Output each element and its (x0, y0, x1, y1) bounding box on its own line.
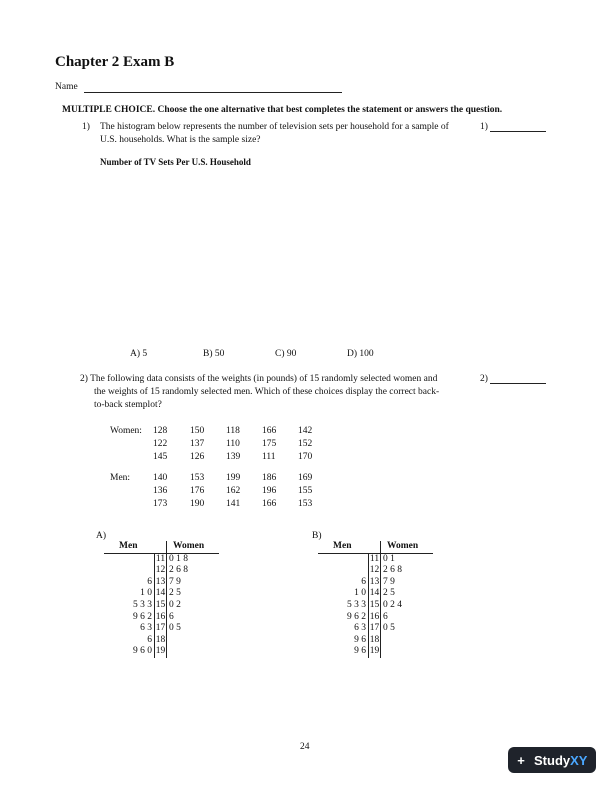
women-leaves: 0 5 (383, 623, 395, 634)
q1-choice-b[interactable]: B) 50 (203, 349, 225, 359)
name-field-line[interactable] (84, 92, 342, 93)
women-leaves (381, 635, 434, 647)
men-leaves: 5 3 3 (133, 599, 152, 610)
stem: 13 (369, 576, 380, 587)
stem: 12 (155, 565, 166, 576)
stem: 19 (155, 646, 166, 657)
studyxy-badge[interactable] (508, 747, 596, 773)
data-value: 126 (190, 452, 205, 462)
data-value: 111 (262, 452, 276, 462)
women-leaves: 0 1 8 (169, 553, 188, 564)
women-leaves: 0 2 4 (383, 599, 402, 610)
data-value: 139 (226, 452, 241, 462)
men-leaves: 1 0 (140, 588, 152, 599)
women-leaves: 7 9 (383, 576, 395, 587)
men-leaves: 1 0 (354, 588, 366, 599)
stem: 16 (369, 611, 380, 622)
stem: 15 (369, 599, 380, 610)
men-leaves (318, 553, 369, 565)
stem: 13 (155, 576, 166, 587)
data-value: 153 (190, 473, 205, 483)
data-value: 122 (153, 439, 168, 449)
women-label: Women: (110, 426, 142, 436)
women-leaves: 0 5 (169, 623, 181, 634)
women-header: Women (167, 541, 220, 553)
men-header: Men (318, 541, 369, 553)
q1-text-line1: The histogram below represents the number of television sets per household for a sample of (100, 122, 449, 132)
badge-text-xy: XY (570, 752, 588, 768)
women-leaves: 0 2 (169, 599, 181, 610)
data-value: 162 (226, 486, 241, 496)
men-leaves: 6 (147, 576, 152, 587)
q1-answer-label: 1) (480, 122, 488, 132)
q2-option-b-stemplot (318, 541, 433, 658)
stem: 18 (369, 634, 380, 645)
section-heading: MULTIPLE CHOICE. Choose the one alternative that best completes the statement or answers the question. (62, 105, 503, 115)
data-value: 141 (226, 499, 241, 509)
q2-text-line3: to-back stemplot? (94, 400, 162, 410)
data-value: 150 (190, 426, 205, 436)
q1-choice-c[interactable]: C) 90 (275, 349, 297, 359)
men-leaves (104, 565, 155, 577)
men-leaves: 5 3 3 (347, 599, 366, 610)
name-label: Name (55, 82, 78, 92)
men-leaves: 9 6 (354, 646, 366, 657)
men-leaves: 9 6 (354, 634, 366, 645)
q2-option-a-label[interactable]: A) (96, 531, 107, 541)
men-leaves (318, 565, 369, 577)
data-value: 190 (190, 499, 205, 509)
data-value: 175 (262, 439, 277, 449)
data-value: 118 (226, 426, 240, 436)
badge-text-study: Study (534, 752, 571, 768)
q1-choice-d[interactable]: D) 100 (347, 349, 374, 359)
men-leaves (104, 553, 155, 565)
data-value: 137 (190, 439, 205, 449)
women-leaves (167, 646, 220, 658)
data-value: 166 (262, 426, 277, 436)
data-value: 128 (153, 426, 168, 436)
data-value: 136 (153, 486, 168, 496)
data-value: 155 (298, 486, 313, 496)
q2-text-line2: the weights of 15 randomly selected men. Which of these choices display the correct back- (94, 387, 440, 397)
women-leaves: 6 (169, 611, 174, 622)
women-leaves: 2 6 8 (383, 565, 402, 576)
data-value: 199 (226, 473, 241, 483)
data-value: 173 (153, 499, 168, 509)
stem: 14 (155, 588, 166, 599)
men-leaves: 6 3 (354, 623, 366, 634)
stem: 15 (155, 599, 166, 610)
data-value: 169 (298, 473, 313, 483)
women-leaves (167, 635, 220, 647)
q1-number: 1) (82, 122, 90, 132)
stem: 11 (155, 553, 166, 564)
q2-option-b-label[interactable]: B) (312, 531, 322, 541)
data-value: 166 (262, 499, 277, 509)
data-value: 186 (262, 473, 277, 483)
men-leaves: 6 (361, 576, 366, 587)
women-leaves (381, 646, 434, 658)
q2-answer-line[interactable] (490, 383, 546, 384)
women-leaves: 6 (383, 611, 388, 622)
q1-text-line2: U.S. households. What is the sample size? (100, 135, 261, 145)
men-leaves: 6 (147, 634, 152, 645)
q2-answer-label: 2) (480, 374, 488, 384)
page-number: 24 (300, 742, 310, 752)
data-value: 152 (298, 439, 313, 449)
data-value: 140 (153, 473, 168, 483)
women-leaves: 2 5 (383, 588, 395, 599)
stem: 17 (155, 623, 166, 634)
data-value: 153 (298, 499, 313, 509)
exam-title: Chapter 2 Exam B (55, 54, 175, 70)
women-leaves: 2 5 (169, 588, 181, 599)
data-value: 145 (153, 452, 168, 462)
women-leaves: 2 6 8 (169, 565, 188, 576)
men-leaves: 9 6 2 (347, 611, 366, 622)
men-leaves: 6 3 (140, 623, 152, 634)
data-value: 142 (298, 426, 313, 436)
plus-icon: + (517, 752, 525, 768)
stem: 16 (155, 611, 166, 622)
women-leaves: 0 1 (383, 553, 395, 564)
data-value: 176 (190, 486, 205, 496)
stem: 19 (369, 646, 380, 657)
men-leaves: 9 6 0 (133, 646, 152, 657)
q1-choice-a[interactable]: A) 5 (130, 349, 148, 359)
men-leaves: 9 6 2 (133, 611, 152, 622)
q2-option-a-stemplot (104, 541, 219, 658)
data-value: 196 (262, 486, 277, 496)
q1-histogram-area (100, 172, 460, 342)
women-header: Women (381, 541, 434, 553)
men-label: Men: (110, 473, 131, 483)
stem: 14 (369, 588, 380, 599)
women-leaves: 7 9 (169, 576, 181, 587)
stem: 17 (369, 623, 380, 634)
stem: 12 (369, 565, 380, 576)
data-value: 170 (298, 452, 313, 462)
men-header: Men (104, 541, 155, 553)
stem: 18 (155, 634, 166, 645)
stem: 11 (369, 553, 380, 564)
q1-chart-title: Number of TV Sets Per U.S. Household (100, 157, 251, 167)
q1-answer-line[interactable] (490, 131, 546, 132)
data-value: 110 (226, 439, 240, 449)
q2-text-line1: 2) The following data consists of the weights (in pounds) of 15 randomly selected women and (80, 374, 438, 384)
